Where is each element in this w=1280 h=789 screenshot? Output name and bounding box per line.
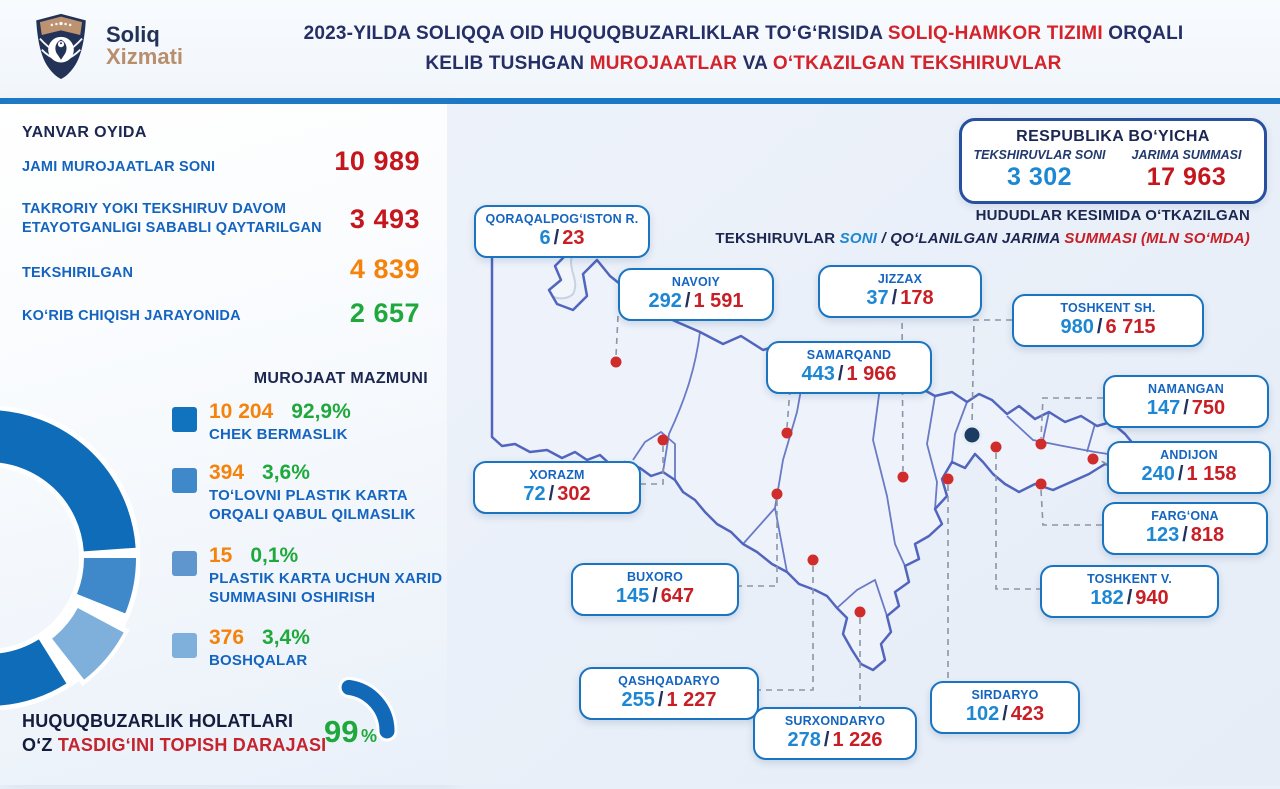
stat-value: 4 839 xyxy=(349,254,420,284)
dot-fargona xyxy=(1036,479,1047,490)
region-card-qoraqalpogiston: QORAQALPOGʻISTON R. 6 / 23 xyxy=(474,205,650,258)
stat-label: KOʻRIB CHIQISH JARAYONIDA xyxy=(22,308,241,324)
gauge-percent-sign: % xyxy=(361,726,378,746)
stat-label: TAKRORIY YOKI TEKSHIRUV DAVOM ETAYOTGANLIGI SABABLI QAYTARILGAN xyxy=(22,201,322,237)
legend-swatch xyxy=(172,407,197,432)
map-subtitle: HUDUDLAR KESIMIDA OʻTKAZILGAN TEKSHIRUVLAR SONI / QOʻLANILGAN JARIMA SUMMASI (MLN SOʻMDA) xyxy=(715,207,1250,248)
region-card-toshkent-sh: TOSHKENT SH. 980 / 6 715 xyxy=(1012,294,1204,347)
legend-swatch xyxy=(172,551,197,576)
legend-swatch xyxy=(172,633,197,658)
dot-xorazm xyxy=(658,435,669,446)
region-card-jizzax: JIZZAX 37 / 178 xyxy=(818,265,982,318)
logo-line1: Soliq xyxy=(106,21,160,47)
dot-samarqand xyxy=(782,428,793,439)
region-card-xorazm: XORAZM 72 / 302 xyxy=(473,461,641,514)
confirmation-heading: HUQUQBUZARLIK HOLATLARI OʻZ TASDIGʻINI TOPISH DARAJASI xyxy=(22,711,327,755)
logo-text xyxy=(106,21,184,69)
dot-toshkent-v xyxy=(991,442,1002,453)
period-label: YANVAR OYIDA xyxy=(22,124,147,141)
legend-item: 376 3,4% BOSHQALAR xyxy=(172,626,444,671)
logo-line2: Xizmati xyxy=(106,44,184,69)
stat-label: TEKSHIRILGAN xyxy=(22,265,134,281)
region-card-andijon: ANDIJON 240 / 1 158 xyxy=(1107,441,1271,494)
dot-andijon xyxy=(1088,454,1099,465)
title-line1: 2023-YILDA SOLIQQA OID HUQUQBUZARLIKLAR TOʻGʻRISIDA SOLIQ-HAMKOR TIZIMI ORQALI xyxy=(303,22,1184,44)
legend-swatch xyxy=(172,468,197,493)
confirmation-gauge-chart xyxy=(283,671,403,789)
legend-item: 15 0,1% PLASTIK KARTA UCHUN XARID SUMMASINI OSHIRISH xyxy=(172,544,444,608)
stats-panel xyxy=(0,104,447,785)
murojaat-donut-chart xyxy=(0,398,140,710)
dot-jizzax xyxy=(898,472,909,483)
republic-title: RESPUBLIKA BOʻYICHA xyxy=(1016,128,1210,145)
region-card-qashqadaryo: QASHQADARYO 255 / 1 227 xyxy=(579,667,759,720)
region-card-toshkent-v: TOSHKENT V. 182 / 940 xyxy=(1040,565,1219,618)
dot-surxondaryo xyxy=(855,607,866,618)
region-card-samarqand: SAMARQAND 443 / 1 966 xyxy=(766,341,932,394)
dot-qashqadaryo xyxy=(808,555,819,566)
dot-navoiy xyxy=(611,357,622,368)
gauge-value: 99 xyxy=(324,714,359,749)
dot-buxoro xyxy=(772,489,783,500)
legend-item: 10 204 92,9% CHEK BERMASLIK xyxy=(172,400,444,445)
dot-namangan xyxy=(1036,439,1047,450)
checks-count-value: 3 302 xyxy=(1006,163,1073,191)
region-card-fargona: FARGʻONA 123 / 818 xyxy=(1102,502,1268,555)
map-area xyxy=(447,104,1280,785)
title-line2: KELIB TUSHGAN MUROJAATLAR VA OʻTKAZILGAN TEKSHIRUVLAR xyxy=(425,53,1062,74)
stat-value: 3 493 xyxy=(349,204,420,234)
header xyxy=(0,0,1280,98)
checks-count-label: TEKSHIRUVLAR SONI xyxy=(973,148,1106,162)
fine-sum-label: JARIMA SUMMASI xyxy=(1131,148,1242,162)
region-card-surxondaryo: SURXONDARYO 278 / 1 226 xyxy=(753,707,917,760)
fine-sum-value: 17 963 xyxy=(1146,163,1227,191)
region-card-navoiy: NAVOIY 292 / 1 591 xyxy=(618,268,774,321)
page-title xyxy=(225,0,1262,98)
legend-title: MUROJAAT MAZMUNI xyxy=(253,370,428,387)
stat-value: 10 989 xyxy=(334,146,420,176)
stat-value: 2 657 xyxy=(349,298,420,328)
dot-toshkent-sh-capital xyxy=(963,426,981,444)
logo xyxy=(28,11,183,81)
region-card-namangan: NAMANGAN 147 / 750 xyxy=(1103,375,1269,428)
region-card-sirdaryo: SIRDARYO 102 / 423 xyxy=(930,681,1080,734)
republic-summary-card xyxy=(959,118,1267,204)
soliq-xizmati-emblem-icon xyxy=(28,11,94,81)
stat-label: JAMI MUROJAATLAR SONI xyxy=(22,159,216,175)
region-card-buxoro: BUXORO 145 / 647 xyxy=(571,563,739,616)
legend-item: 394 3,6% TOʻLOVNI PLASTIK KARTA ORQALI QABUL QILMASLIK xyxy=(172,461,444,525)
dot-sirdaryo xyxy=(943,474,954,485)
